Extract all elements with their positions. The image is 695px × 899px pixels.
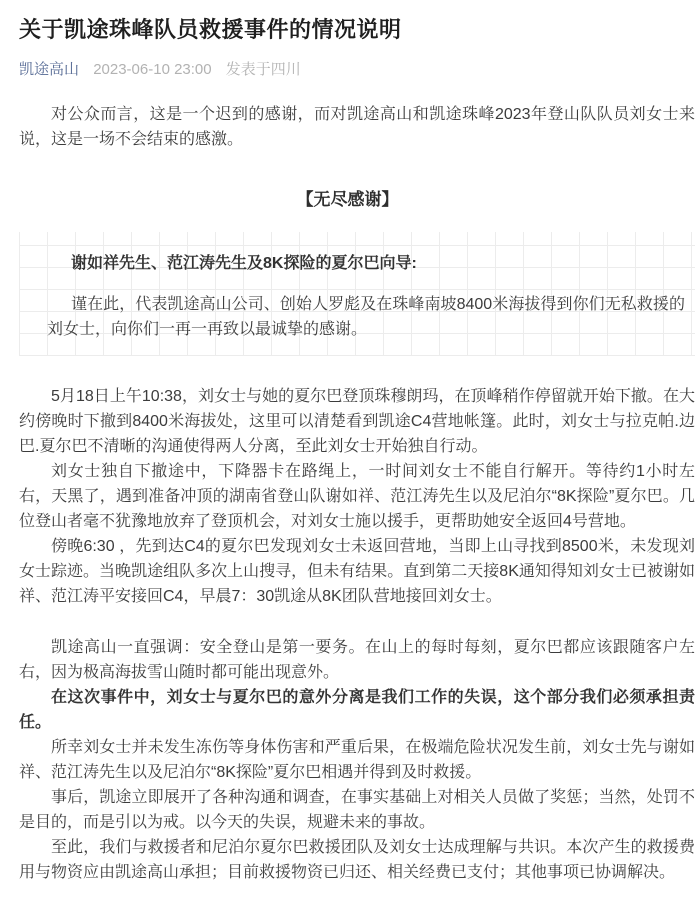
account-name-link[interactable]: 凯途高山 [19, 61, 80, 78]
article-paragraph: 刘女士独自下撤途中，下降器卡在路绳上，一时间刘女士不能自行解开。等待约1小时左右，天黑了，遇到准备冲顶的湖南省登山队谢如祥、范江涛先生以及尼泊尔“8K探险”夏尔巴。几位登山者毫不犹豫地放弃了登顶机会，对刘女士施以援手，更帮助她安全返回4号营地。 [19, 463, 695, 530]
publish-date: 2023-06-10 23:00 [93, 61, 212, 78]
acknowledgement-salutation: 谢如祥先生、范江涛先生及8K探险的夏尔巴向导: [71, 255, 417, 272]
article-paragraph: 至此，我们与救援者和尼泊尔夏尔巴救援团队及刘女士达成理解与共识。本次产生的救援费用与物资应由凯途高山承担；目前救援物资已归还、相关经费已支付；其他事项已协调解决。 [19, 839, 695, 881]
section-heading: 【无尽感谢】 [296, 190, 399, 209]
article-paragraph: 5月18日上午10:38，刘女士与她的夏尔巴登顶珠穆朗玛，在顶峰稍作停留就开始下撤。在大约傍晚时下撤到8400米海拔处，这里可以清楚看到凯途C4营地帐篷。此时，刘女士与拉克帕.边巴.夏尔巴不清晰的沟通使得两人分离，至此刘女士开始独自行动。 [19, 388, 695, 455]
article-paragraph: 凯途高山一直强调：安全登山是第一要务。在山上的每时每刻，夏尔巴都应该跟随客户左右，因为极高海拔雪山随时都可能出现意外。 [19, 639, 695, 681]
intro-paragraph: 对公众而言，这是一个迟到的感谢，而对凯途高山和凯途珠峰2023年登山队队员刘女士来说，这是一场不会结束的感激。 [19, 106, 695, 148]
article-paragraph: 所幸刘女士并未发生冻伤等身体伤害和严重后果，在极端危险状况发生前，刘女士先与谢如祥、范江涛先生以及尼泊尔“8K探险”夏尔巴相遇并得到及时救援。 [19, 739, 695, 781]
article-body [19, 384, 695, 899]
article-paragraph: 事后，凯途立即展开了各种沟通和调查，在事实基础上对相关人员做了奖惩；当然，处罚不是目的，而是引以为戒。以今天的失误，规避未来的事故。 [19, 789, 695, 831]
article-meta [19, 59, 695, 80]
article-paragraph: 在这次事件中，刘女士与夏尔巴的意外分离是我们工作的失误，这个部分我们必须承担责任。 [19, 689, 695, 731]
acknowledgement-box [19, 232, 695, 356]
acknowledgement-body: 谨在此，代表凯途高山公司、创始人罗彪及在珠峰南坡8400米海拔得到你们无私救援的刘女士，向你们一再一再致以最诚挚的感谢。 [47, 296, 685, 338]
article-paragraph: 傍晚6:30 ，先到达C4的夏尔巴发现刘女士未返回营地，当即上山寻找到8500米，未发现刘女士踪迹。当晚凯途组队多次上山搜寻，但未有结果。直到第二天接8K通知得知刘女士已被谢如祥、范江涛平安接回C4，早晨7：30凯途从8K团队营地接回刘女士。 [19, 538, 695, 605]
page-title: 关于凯途珠峰队员救援事件的情况说明 [19, 17, 402, 42]
publish-location: 发表于四川 [225, 61, 301, 78]
